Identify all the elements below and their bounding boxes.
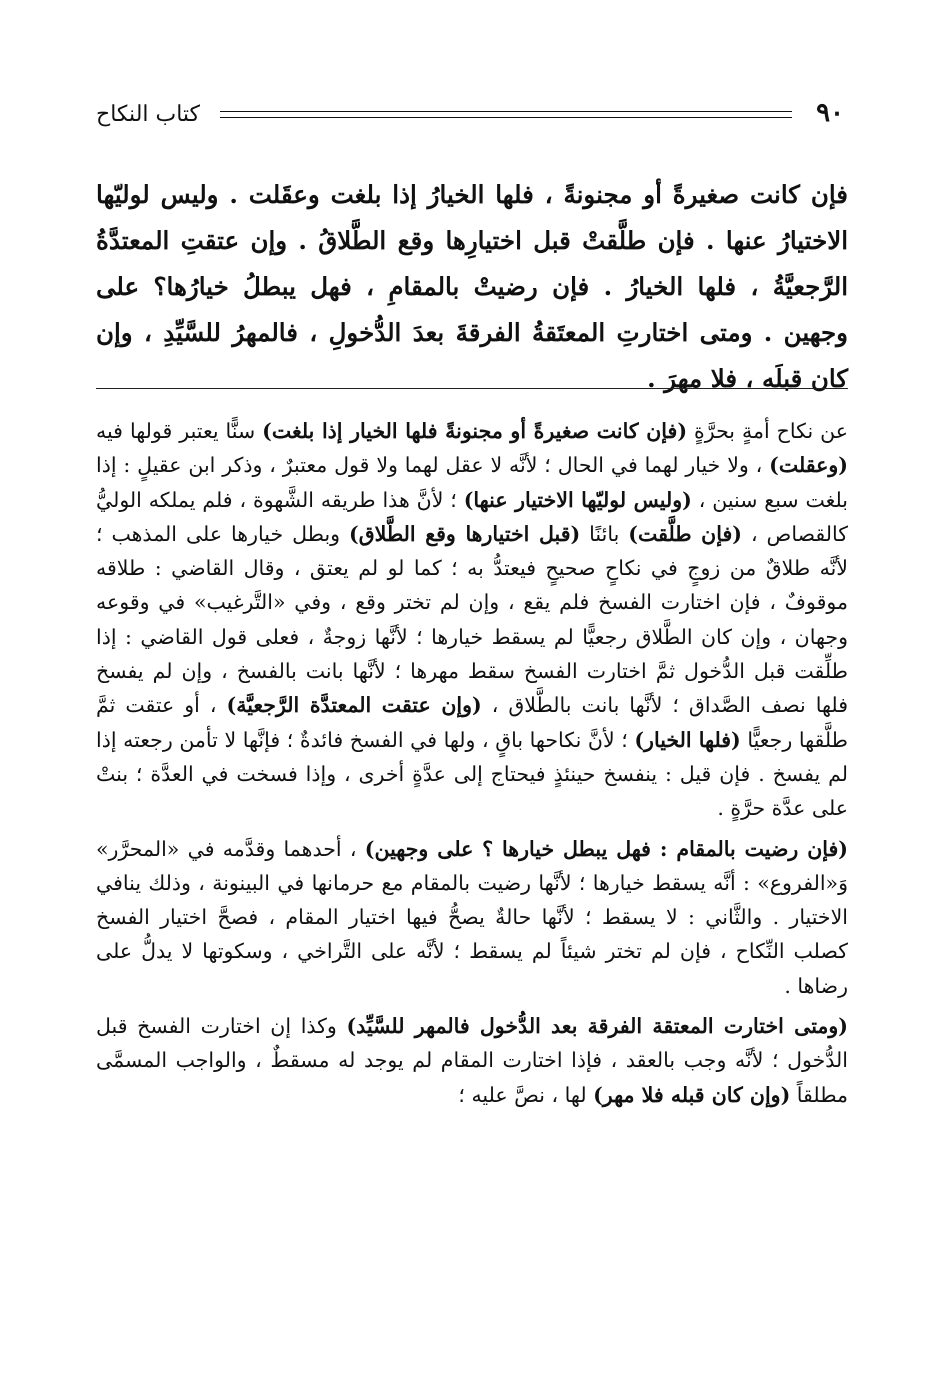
commentary-text: ، ولا خيار لهما في الحال ؛ لأنَّه لا عقل لهما ولا قول معتبرٌ ، وذكر ابن عقيلٍ : إذا بلغت سبع سنين ، <box>96 453 848 512</box>
quoted-matn: (وعقلت) <box>769 453 848 478</box>
commentary-text: ؛ لأنَّ هذا طريقه الشَّهوة ، فلم يملكه الوليُّ كالقصاص ، <box>96 487 848 546</box>
quoted-matn: (وإن عتقت المعتدَّة الرَّجعيَّة) <box>226 693 482 718</box>
page-header <box>96 82 844 126</box>
quoted-matn: (فلها الخيار) <box>634 727 741 752</box>
commentary-text: بائنًا <box>580 521 629 546</box>
book-title: كتاب النكاح <box>96 102 201 127</box>
commentary-text: لها ، نصَّ عليه ؛ <box>458 1082 594 1107</box>
commentary-paragraph-1 <box>96 414 848 826</box>
commentary-text: ، أو عتقت ثمَّ طلَّقها رجعيًّا <box>96 693 848 752</box>
commentary-text: عن نكاح أمةٍ بحرَّةٍ <box>687 419 848 443</box>
quoted-matn: (وإن كان قبله فلا مهر) <box>593 1082 791 1107</box>
quoted-matn: (فإن كانت صغيرةً أو مجنونةً فلها الخيار إذا بلغت) <box>262 419 688 443</box>
commentary-sharh <box>96 414 848 1118</box>
header-double-rule <box>220 111 792 118</box>
commentary-text: وكذا إن اختارت الفسخ قبل الدُّخول ؛ لأنَّه وجب بالعقد ، فإذا اختارت المقام لم يوجد له مسقطٌ ، والواجب المسمَّى مطلقاً <box>96 1014 848 1107</box>
commentary-paragraph-3 <box>96 1009 848 1112</box>
commentary-text: وبطل خيارها على المذهب ؛ لأنَّه طلاقٌ من زوجٍ في نكاحٍ صحيحٍ فيعتدُّ به ؛ كما لو لم يعتق ، وقال القاضي : طلاقه موقوفٌ ، فإن اختارت الفسخ فلم يقع ، وإن لم تختر وقع ، وفي «التَّرغيب» في وقوعه وجهان ، وإن كان الطَّلاق رجعيًّا لم يسقط خيارها ؛ لأنَّها زوجةٌ ، فعلى قول القاضي : إذا طلِّقت قبل الدُّخول ثمَّ اختارت الفسخ سقط مهرها ؛ لأنَّها بانت بالفسخ ، وإن لم يفسخ فلها نصف الصَّداق ؛ لأنَّها بانت بالطَّلاق ، <box>96 521 848 718</box>
commentary-text: سنًّا يعتبر قولها فيه <box>96 419 263 443</box>
commentary-paragraph-2 <box>96 832 848 1003</box>
main-text-matn: فإن كانت صغيرةً أو مجنونةً ، فلها الخيارُ إذا بلغت وعقَلت . وليس لوليّها الاختيارُ عنها . فإن طلَّقتْ قبل اختيارِها وقع الطَّلاقُ . وإن عتقتِ المعتدَّةُ الرَّجعيَّةُ ، فلها الخيارُ . فإن رضيتْ بالمقامِ ، فهل يبطلُ خيارُها؟ على وجهين . ومتى اختارتِ المعتَقةُ الفرقةَ بعدَ الدُّخولِ ، فالمهرُ للسَّيِّدِ ، وإن كان قبلَه ، فلا مهرَ . <box>96 180 848 393</box>
quoted-matn: (فإن طلَّقت) <box>628 521 742 546</box>
quoted-matn: (فإن رضيت بالمقام : فهل يبطل خيارها ؟ على وجهين) <box>364 836 848 861</box>
section-divider <box>96 388 848 389</box>
quoted-matn: (قبل اختيارها وقع الطَّلاق) <box>349 521 581 546</box>
commentary-text: ؛ لأنَّ نكاحها باقٍ ، ولها في الفسخ فائدةٌ ؛ فإنَّها لا تأمن رجعته إذا لم يفسخ . فإن قيل : ينفسخ حينئذٍ فيحتاج إلى عدَّةٍ أخرى ، وإذا فسخت في العدَّة ؛ بنتْ على عدَّة حرَّةٍ . <box>96 727 848 821</box>
quoted-matn: (ومتى اختارت المعتقة الفرقة بعد الدُّخول فالمهر للسَّيِّد) <box>346 1014 848 1039</box>
page-number: ٩٠ <box>816 98 844 128</box>
quoted-matn: (وليس لوليّها الاختيار عنها) <box>463 487 692 512</box>
commentary-text: ، أحدهما وقدَّمه في «المحرَّر» وَ«الفروع» : أنَّه يسقط خيارها ؛ لأنَّها رضيت بالمقام مع حرمانها في البينونة ، وذلك ينافي الاختيار . والثَّاني : لا يسقط ؛ لأنَّها حالةٌ يصحُّ فيها اختيار المقام ، فصحَّ اختيار الفسخ كصلب النِّكاح ، فإن لم تختر شيئاً لم يسقط ؛ لأنَّه على التَّراخي ، وسكوتها لا يدلُّ على رضاها . <box>96 836 848 998</box>
